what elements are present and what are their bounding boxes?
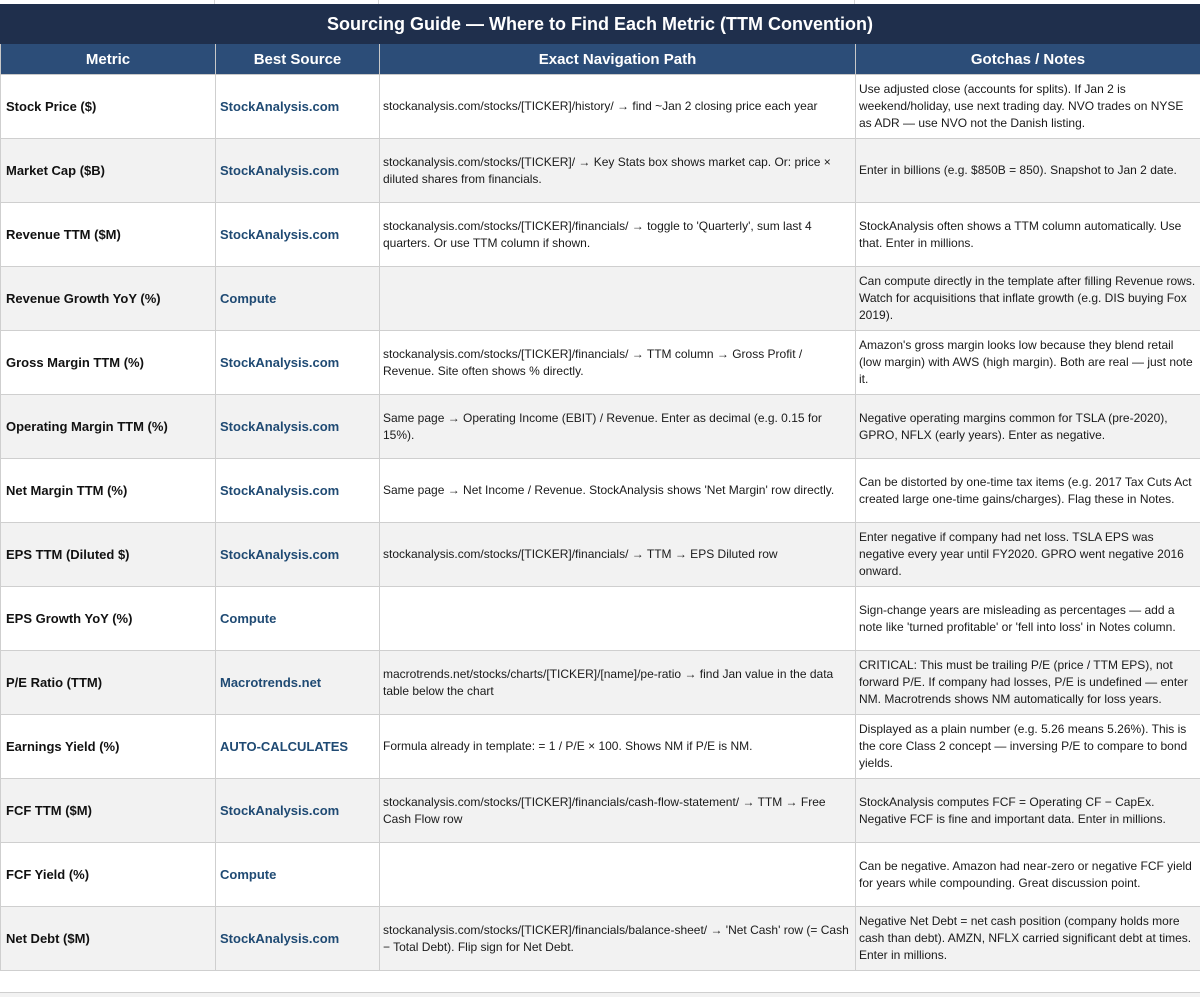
path-cell[interactable]: Same page → Net Income / Revenue. StockAnalysis shows 'Net Margin' row directly. xyxy=(380,459,856,523)
path-cell[interactable]: Formula already in template: = 1 / P/E × 100. Shows NM if P/E is NM. xyxy=(380,715,856,779)
path-cell[interactable]: stockanalysis.com/stocks/[TICKER]/financials/ → TTM column → Gross Profit / Revenue. Site often shows % directly. xyxy=(380,331,856,395)
header-row xyxy=(1,44,1200,75)
metric-cell[interactable]: Net Debt ($M) xyxy=(1,907,216,971)
header-navigation-path[interactable]: Exact Navigation Path xyxy=(380,44,856,75)
table-row xyxy=(1,75,1200,139)
notes-cell[interactable]: Enter negative if company had net loss. TSLA EPS was negative every year until FY2020. GPRO went negative 2016 onward. xyxy=(856,523,1200,587)
table-row xyxy=(1,907,1200,971)
source-cell[interactable]: StockAnalysis.com xyxy=(216,203,380,267)
table-row xyxy=(1,139,1200,203)
table-row xyxy=(1,267,1200,331)
path-cell[interactable]: stockanalysis.com/stocks/[TICKER]/financials/cash-flow-statement/ → TTM → Free Cash Flow row xyxy=(380,779,856,843)
notes-cell[interactable]: Can be negative. Amazon had near-zero or negative FCF yield for years while compounding. Great discussion point. xyxy=(856,843,1200,907)
table-row xyxy=(1,587,1200,651)
path-cell[interactable]: stockanalysis.com/stocks/[TICKER]/ → Key Stats box shows market cap. Or: price × diluted shares from financials. xyxy=(380,139,856,203)
path-cell[interactable]: Same page → Operating Income (EBIT) / Revenue. Enter as decimal (e.g. 0.15 for 15%). xyxy=(380,395,856,459)
sheet-title: Sourcing Guide — Where to Find Each Metric (TTM Convention) xyxy=(0,4,1200,44)
notes-cell[interactable]: Negative Net Debt = net cash position (company holds more cash than debt). AMZN, NFLX carried significant debt at times. Enter in millions. xyxy=(856,907,1200,971)
path-cell[interactable] xyxy=(380,587,856,651)
next-row-edge xyxy=(0,992,1200,997)
notes-cell[interactable]: StockAnalysis computes FCF = Operating CF − CapEx. Negative FCF is fine and important data. Enter in millions. xyxy=(856,779,1200,843)
notes-cell[interactable]: Use adjusted close (accounts for splits). If Jan 2 is weekend/holiday, use next trading day. NVO trades on NYSE as ADR — use NVO not the Danish listing. xyxy=(856,75,1200,139)
metric-cell[interactable]: P/E Ratio (TTM) xyxy=(1,651,216,715)
metric-cell[interactable]: Gross Margin TTM (%) xyxy=(1,331,216,395)
notes-cell[interactable]: Amazon's gross margin looks low because they blend retail (low margin) with AWS (high margin). Both are real — just note it. xyxy=(856,331,1200,395)
notes-cell[interactable]: Enter in billions (e.g. $850B = 850). Snapshot to Jan 2 date. xyxy=(856,139,1200,203)
notes-cell[interactable]: Displayed as a plain number (e.g. 5.26 means 5.26%). This is the core Class 2 concept — inversing P/E to compare to bond yields. xyxy=(856,715,1200,779)
notes-cell[interactable]: CRITICAL: This must be trailing P/E (price / TTM EPS), not forward P/E. If company had losses, P/E is undefined — enter NM. Macrotrends shows NM automatically for loss years. xyxy=(856,651,1200,715)
notes-cell[interactable]: Can compute directly in the template after filling Revenue rows. Watch for acquisitions that inflate growth (e.g. DIS buying Fox 2019). xyxy=(856,267,1200,331)
notes-cell[interactable]: Sign-change years are misleading as percentages — add a note like 'turned profitable' or 'fell into loss' in Notes column. xyxy=(856,587,1200,651)
source-cell[interactable]: Macrotrends.net xyxy=(216,651,380,715)
metric-cell[interactable]: Market Cap ($B) xyxy=(1,139,216,203)
metric-cell[interactable]: Net Margin TTM (%) xyxy=(1,459,216,523)
metric-cell[interactable]: Stock Price ($) xyxy=(1,75,216,139)
header-gotchas-notes[interactable]: Gotchas / Notes xyxy=(856,44,1200,75)
table-row xyxy=(1,651,1200,715)
notes-cell[interactable]: StockAnalysis often shows a TTM column automatically. Use that. Enter in millions. xyxy=(856,203,1200,267)
source-cell[interactable]: Compute xyxy=(216,843,380,907)
metric-cell[interactable]: Revenue TTM ($M) xyxy=(1,203,216,267)
notes-cell[interactable]: Can be distorted by one-time tax items (e.g. 2017 Tax Cuts Act created large one-time gains/charges). Flag these in Notes. xyxy=(856,459,1200,523)
metric-cell[interactable]: Earnings Yield (%) xyxy=(1,715,216,779)
source-cell[interactable]: Compute xyxy=(216,587,380,651)
metric-cell[interactable]: FCF TTM ($M) xyxy=(1,779,216,843)
source-cell[interactable]: StockAnalysis.com xyxy=(216,139,380,203)
source-cell[interactable]: Compute xyxy=(216,267,380,331)
source-cell[interactable]: StockAnalysis.com xyxy=(216,523,380,587)
path-cell[interactable]: macrotrends.net/stocks/charts/[TICKER]/[name]/pe-ratio → find Jan value in the data table below the chart xyxy=(380,651,856,715)
source-cell[interactable]: StockAnalysis.com xyxy=(216,75,380,139)
sourcing-guide-table xyxy=(0,44,1200,971)
table-row xyxy=(1,843,1200,907)
metric-cell[interactable]: Revenue Growth YoY (%) xyxy=(1,267,216,331)
header-metric[interactable]: Metric xyxy=(1,44,216,75)
table-row xyxy=(1,779,1200,843)
path-cell[interactable]: stockanalysis.com/stocks/[TICKER]/history/ → find ~Jan 2 closing price each year xyxy=(380,75,856,139)
path-cell[interactable] xyxy=(380,267,856,331)
table-row xyxy=(1,331,1200,395)
table-row xyxy=(1,203,1200,267)
source-cell[interactable]: StockAnalysis.com xyxy=(216,907,380,971)
header-best-source[interactable]: Best Source xyxy=(216,44,380,75)
path-cell[interactable]: stockanalysis.com/stocks/[TICKER]/financials/ → toggle to 'Quarterly', sum last 4 quarters. Or use TTM column if shown. xyxy=(380,203,856,267)
metric-cell[interactable]: FCF Yield (%) xyxy=(1,843,216,907)
path-cell[interactable]: stockanalysis.com/stocks/[TICKER]/financials/ → TTM → EPS Diluted row xyxy=(380,523,856,587)
table-row xyxy=(1,715,1200,779)
table-row xyxy=(1,523,1200,587)
source-cell[interactable]: StockAnalysis.com xyxy=(216,395,380,459)
path-cell[interactable] xyxy=(380,843,856,907)
metric-cell[interactable]: EPS TTM (Diluted $) xyxy=(1,523,216,587)
path-cell[interactable]: stockanalysis.com/stocks/[TICKER]/financials/balance-sheet/ → 'Net Cash' row (= Cash − Total Debt). Flip sign for Net Debt. xyxy=(380,907,856,971)
metric-cell[interactable]: Operating Margin TTM (%) xyxy=(1,395,216,459)
source-cell[interactable]: AUTO-CALCULATES xyxy=(216,715,380,779)
source-cell[interactable]: StockAnalysis.com xyxy=(216,779,380,843)
source-cell[interactable]: StockAnalysis.com xyxy=(216,459,380,523)
source-cell[interactable]: StockAnalysis.com xyxy=(216,331,380,395)
notes-cell[interactable]: Negative operating margins common for TSLA (pre-2020), GPRO, NFLX (early years). Enter as negative. xyxy=(856,395,1200,459)
table-row xyxy=(1,395,1200,459)
metric-cell[interactable]: EPS Growth YoY (%) xyxy=(1,587,216,651)
table-row xyxy=(1,459,1200,523)
